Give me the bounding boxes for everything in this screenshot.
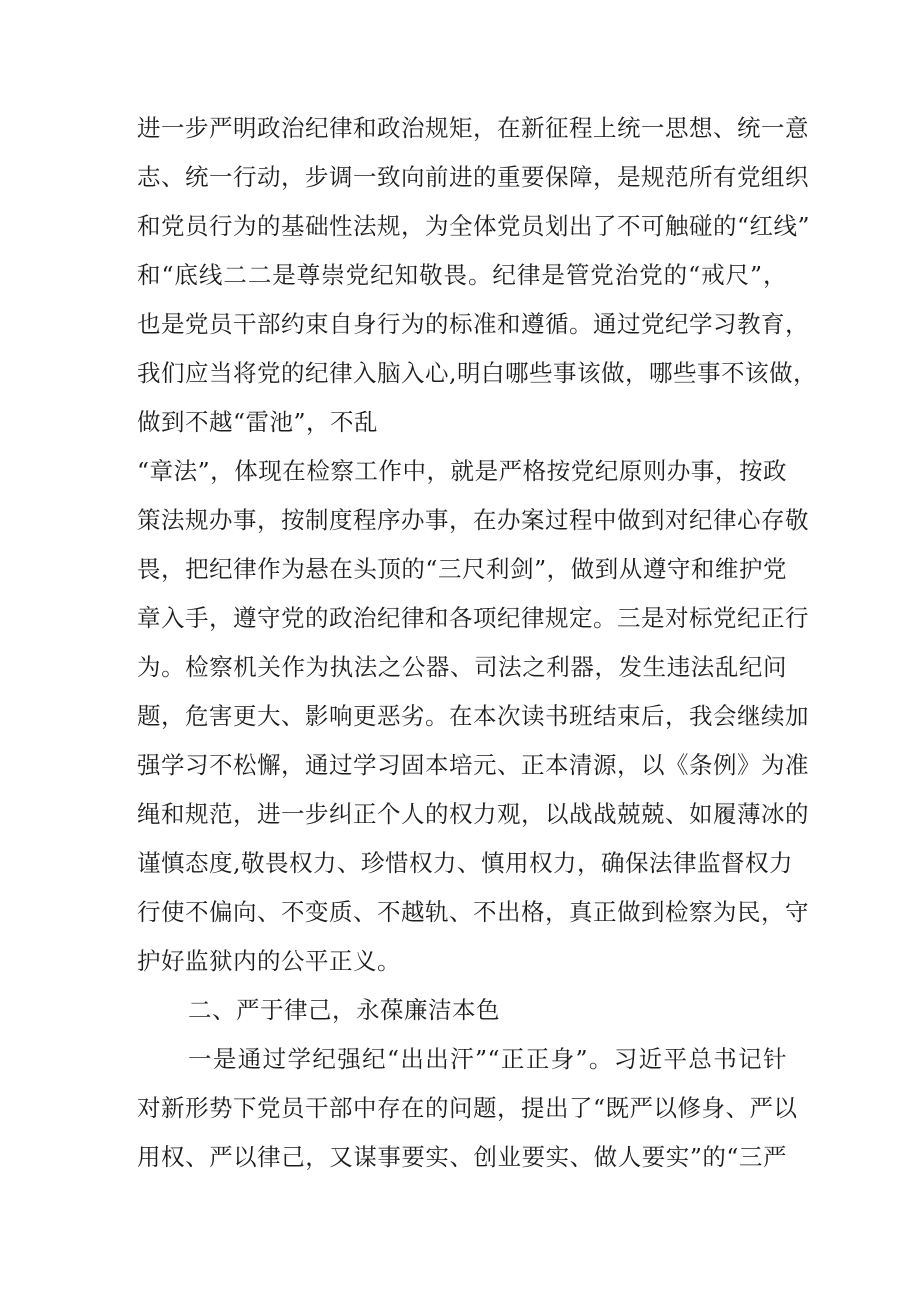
- text-line: “章法”，体现在检察工作中，就是严格按党纪原则办事，按政: [137, 457, 787, 485]
- section-heading: 二、严于律己，永葆廉洁本色: [188, 996, 500, 1024]
- text-line: 策法规办事，按制度程序办事，在办案过程中做到对纪律心存敬: [137, 506, 809, 534]
- text-line: 做到不越“雷池”，不乱: [137, 408, 379, 436]
- text-line: 和“底线二二是尊崇党纪知敬畏。纪律是管党治党的“戒尺”，: [137, 261, 787, 289]
- text-line: 和党员行为的基础性法规，为全体党员划出了不可触碰的“红线”: [137, 212, 811, 240]
- text-line: 章入手，遵守党的政治纪律和各项纪律规定。三是对标党纪正行: [137, 604, 809, 632]
- text-line: 志、统一行动，步调一致向前进的重要保障，是规范所有党组织: [137, 163, 809, 191]
- text-line: 绳和规范，进一步纠正个人的权力观，以战战兢兢、如履薄冰的: [137, 800, 809, 828]
- text-line: 对新形势下党员干部中存在的问题，提出了“既严以修身、严以: [137, 1094, 798, 1122]
- text-line: 护好监狱内的公平正义。: [137, 947, 401, 975]
- text-line: 用权、严以律己，又谋事要实、创业要实、做人要实”的“三严: [137, 1143, 787, 1171]
- text-line: 畏，把纪律作为悬在头顶的“三尺利剑”，做到从遵守和维护党: [137, 555, 787, 583]
- text-line: 为。检察机关作为执法之公器、司法之利器，发生违法乱纪问: [137, 653, 787, 681]
- text-line: 谨慎态度,敬畏权力、珍惜权力、慎用权力，确保法律监督权力: [137, 849, 793, 877]
- text-line: 我们应当将党的纪律入脑入心,明白哪些事该做，哪些事不该做，: [137, 359, 817, 387]
- text-line: 一是通过学纪强纪“出出汗”“正正身”。习近平总书记针: [188, 1045, 787, 1073]
- text-line: 强学习不松懈，通过学习固本培元、正本清源，以《条例》为准: [137, 751, 809, 779]
- text-line: 题，危害更大、影响更恶劣。在本次读书班结束后，我会继续加: [137, 702, 809, 730]
- text-line: 也是党员干部约束自身行为的标准和遵循。通过党纪学习教育，: [137, 310, 809, 338]
- text-line: 行使不偏向、不变质、不越轨、不出格，真正做到检察为民，守: [137, 898, 809, 926]
- text-line: 进一步严明政治纪律和政治规矩，在新征程上统一思想、统一意: [137, 114, 809, 142]
